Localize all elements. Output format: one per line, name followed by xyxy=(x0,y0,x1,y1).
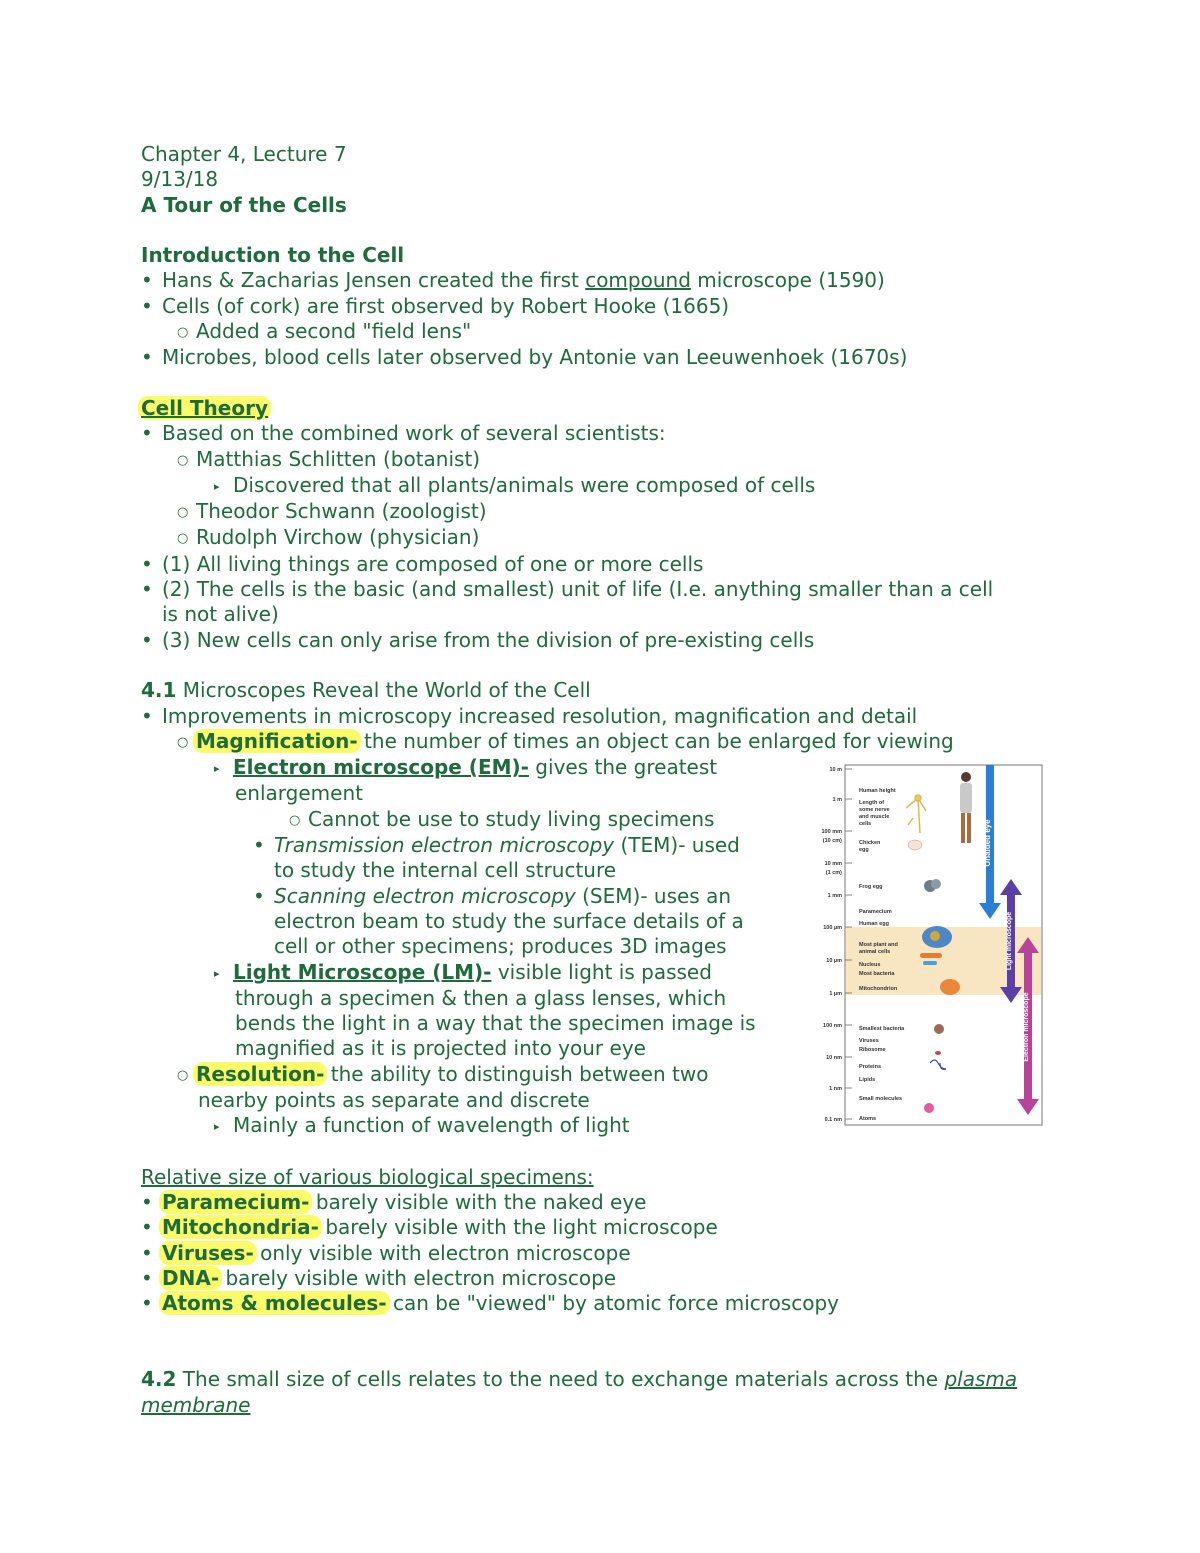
chapter-line: Chapter 4, Lecture 7 xyxy=(141,142,347,166)
scale-tick-label: 0.1 nm xyxy=(824,1117,842,1123)
date-line: 9/13/18 xyxy=(141,167,219,192)
unaided-eye-label: Unaided eye xyxy=(983,819,992,867)
specimen-label: Lipids xyxy=(859,1077,876,1083)
scientist-schwann: ○ Theodor Schwann (zoologist) xyxy=(177,499,487,524)
cell-theory-bullet-1: • Based on the combined work of several scientists: xyxy=(141,421,666,446)
size-scale-figure xyxy=(808,763,1044,1127)
light-microscope-label: Light microscope xyxy=(1006,911,1013,971)
document-title: A Tour of the Cells xyxy=(141,192,347,217)
lm-cont-2: bends the light in a way that the specimen image is xyxy=(235,1011,756,1036)
resolution-cont: nearby points as separate and discrete xyxy=(198,1087,590,1112)
light-microscope-item: ▸ Light Microscope (LM)- visible light is passed xyxy=(214,959,712,984)
intro-bullet-3: • Microbes, blood cells later observed by Antonie van Leeuwenhoek (1670s) xyxy=(141,345,908,370)
specimen-label: Proteins xyxy=(859,1064,882,1070)
specimen-label: Viruses xyxy=(859,1038,879,1044)
specimen-label: Chicken xyxy=(859,840,881,846)
principle-2: • (2) The cells is the basic (and smallest) unit of life (I.e. anything smaller than a cell xyxy=(141,577,994,602)
scale-tick-label: (1 cm) xyxy=(825,870,842,876)
scientist-virchow: ○ Rudolph Virchow (physician) xyxy=(177,525,480,550)
chicken-egg-icon xyxy=(908,840,922,850)
principle-1: • (1) All living things are composed of one or more cells xyxy=(141,551,704,576)
resolution-sub: ▸ Mainly a function of wavelength of light xyxy=(214,1113,630,1138)
specimen-label: Frog egg xyxy=(859,884,883,890)
specimen-label: animal cells xyxy=(859,949,891,955)
section-4-2-cont xyxy=(141,1393,1071,1418)
virus-icon xyxy=(934,1024,944,1034)
scale-tick-label: 10 mm xyxy=(824,861,842,867)
tem-item: • Transmission electron microscopy (TEM)- used xyxy=(253,833,740,858)
electron-microscope-label: Electron microscope xyxy=(1023,992,1030,1062)
tem-cont: to study the internal cell structure xyxy=(274,858,617,883)
intro-bullet-2: • Cells (of cork) are first observed by Robert Hooke (1665) xyxy=(141,293,730,318)
specimen-label: egg xyxy=(859,847,869,853)
specimen-label: Most plant and xyxy=(859,942,898,948)
intro-heading: Introduction to the Cell xyxy=(141,243,405,268)
ribosome-icon xyxy=(935,1051,941,1055)
sem-cont-1: electron beam to study the surface details of a xyxy=(274,908,744,933)
specimen-label: Smallest bacteria xyxy=(859,1026,905,1032)
specimen-label: cells xyxy=(859,821,872,827)
specimen-label: Ribosome xyxy=(859,1047,886,1053)
specimen-label: and muscle xyxy=(859,814,890,820)
specimen-label: Human egg xyxy=(859,921,889,927)
mitochondrion-icon xyxy=(940,979,960,995)
cell-theory-heading: Cell Theory xyxy=(141,396,1071,421)
sem-item: • Scanning electron microscopy (SEM)- uses an xyxy=(253,883,731,908)
specimen-label: Paramecium xyxy=(859,909,892,915)
scale-tick-label: 100 mm xyxy=(821,829,842,835)
scale-tick-label: 1 m xyxy=(832,797,842,803)
scale-tick-label: (10 cm) xyxy=(822,838,842,844)
principle-2-cont: is not alive) xyxy=(162,602,279,627)
relative-item-paramecium: • Paramecium- barely visible with the naked eye xyxy=(141,1190,647,1215)
membrane-link: membrane xyxy=(141,1392,251,1417)
section-4-1-heading: 4.1 Microscopes Reveal the World of the Cell xyxy=(141,678,591,703)
specimen-label: Human height xyxy=(859,788,896,794)
animal-cell-icon xyxy=(922,926,952,948)
specimen-label: Most bacteria xyxy=(859,971,895,977)
atom-icon xyxy=(924,1103,934,1113)
compound-underline: compound xyxy=(585,268,691,293)
specimen-label: Length of xyxy=(859,800,885,806)
intro-bullet-1: • Hans & Zacharias Jensen created the first compound microscope (1590) xyxy=(141,268,885,293)
relative-item-mitochondria: • Mitochondria- barely visible with the light microscope xyxy=(141,1215,718,1240)
scale-tick-label: 1 µm xyxy=(829,991,842,997)
scientist-schlitten: ○ Matthias Schlitten (botanist) xyxy=(177,446,481,471)
scale-tick-label: 10 m xyxy=(829,767,842,773)
specimen-label: Nucleus xyxy=(859,962,881,968)
lm-cont-3: magnified as it is projected into your eye xyxy=(235,1036,646,1061)
specimen-label: Atoms xyxy=(859,1116,877,1122)
specimen-label: some nerve xyxy=(859,807,890,813)
scale-tick-label: 100 nm xyxy=(823,1023,842,1029)
scale-tick-label: 1 mm xyxy=(827,893,842,899)
specimen-label: Small molecules xyxy=(859,1096,903,1102)
principle-3: • (3) New cells can only arise from the division of pre-existing cells xyxy=(141,627,815,652)
intro-sub-bullet: ○ Added a second "field lens" xyxy=(177,319,472,344)
microscopy-bullet: • Improvements in microscopy increased resolution, magnification and detail xyxy=(141,703,918,728)
electron-microscope-item: ▸ Electron microscope (EM)- gives the greatest xyxy=(214,755,718,780)
scale-tick-label: 10 µm xyxy=(826,958,842,964)
relative-size-heading: Relative size of various biological specimens: xyxy=(141,1164,594,1189)
scale-tick-label: 10 nm xyxy=(826,1055,842,1061)
relative-item-viruses: • Viruses- only visible with electron microscope xyxy=(141,1240,631,1265)
lm-cont-1: through a specimen & then a glass lenses, which xyxy=(235,985,727,1010)
em-cont: enlargement xyxy=(235,781,363,806)
schlitten-detail: ▸ Discovered that all plants/animals were composed of cells xyxy=(214,472,816,497)
scale-tick-label: 100 µm xyxy=(823,925,842,931)
plasma-link: plasma xyxy=(944,1367,1018,1392)
scale-tick-label: 1 nm xyxy=(829,1086,842,1092)
specimen-label: Mitochondrion xyxy=(859,986,898,992)
section-4-2-heading: 4.2 The small size of cells relates to the need to exchange materials across the plasma xyxy=(141,1367,1018,1392)
resolution-item: ○ Resolution- the ability to distinguish between two xyxy=(177,1061,709,1086)
em-sub-item: ○ Cannot be use to study living specimens xyxy=(289,806,715,831)
relative-item-atoms: • Atoms & molecules- can be "viewed" by atomic force microscopy xyxy=(141,1291,839,1316)
sem-cont-2: cell or other specimens; produces 3D images xyxy=(274,934,727,959)
magnification-item: ○ Magnification- the number of times an object can be enlarged for viewing xyxy=(177,728,954,753)
relative-item-dna: • DNA- barely visible with electron microscope xyxy=(141,1266,617,1291)
